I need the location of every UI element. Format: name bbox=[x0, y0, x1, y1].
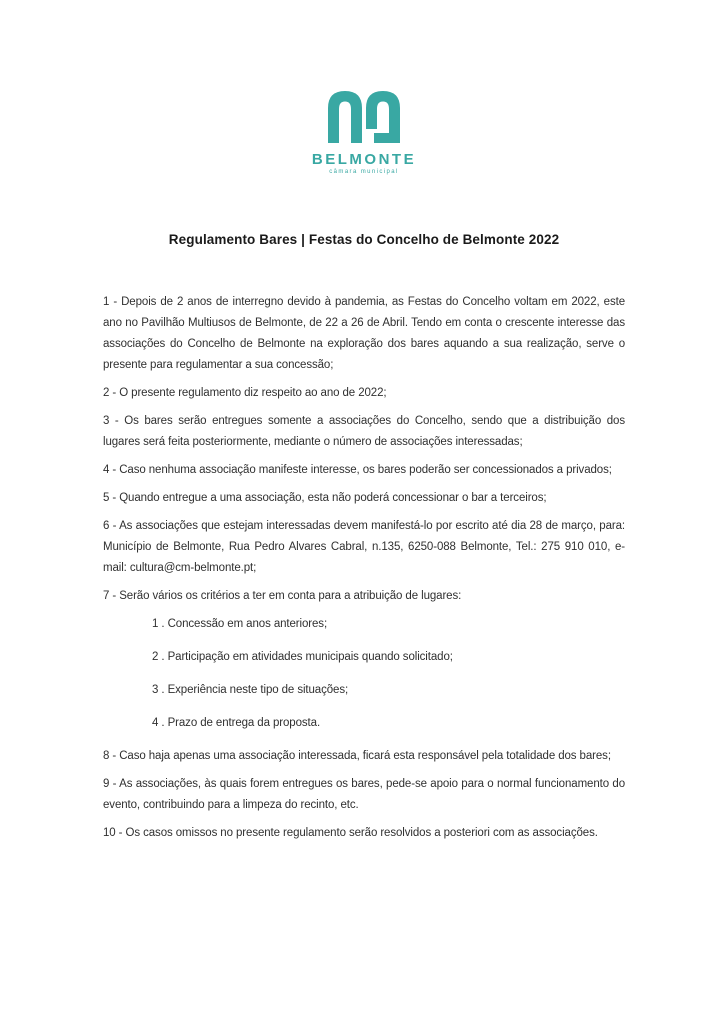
document-paragraph: 2 - O presente regulamento diz respeito ao ano de 2022; bbox=[103, 387, 387, 399]
document-body bbox=[103, 292, 625, 844]
document-paragraph: 10 - Os casos omissos no presente regulamento serão resolvidos a posteriori com as associações. bbox=[103, 827, 598, 839]
document-paragraph: 4 - Caso nenhuma associação manifeste interesse, os bares poderão ser concessionados a privados; bbox=[103, 464, 612, 476]
document-paragraph: 9 - As associações, às quais forem entregues os bares, pede-se apoio para o normal funcionamento do evento, contribuindo para a limpeza do recinto, etc. bbox=[103, 778, 625, 811]
document-paragraph: 6 - As associações que estejam interessadas devem manifestá-lo por escrito até dia 28 de março, para: Município de Belmonte, Rua Pedro Alvares Cabral, n.135, 6250-088 Belmonte, Tel.: 275 910 010, e-mail: cultura@cm-belmonte.pt; bbox=[103, 520, 625, 574]
document-paragraph: 1 - Depois de 2 anos de interregno devido à pandemia, as Festas do Concelho voltam em 2022, este ano no Pavilhão Multiusos de Belmonte, de 22 a 26 de Abril. Tendo em conta o crescente interesse das associações do Concelho de Belmonte na exploração dos bares aquando a sua realização, serve o presente para regulamentar a sua concessão; bbox=[103, 296, 625, 371]
document-paragraph: 7 - Serão vários os critérios a ter em conta para a atribuição de lugares: bbox=[103, 590, 462, 602]
criteria-item: 4 . Prazo de entrega da proposta. bbox=[152, 717, 321, 729]
criteria-item: 2 . Participação em atividades municipais quando solicitado; bbox=[152, 651, 453, 663]
document-paragraph: 8 - Caso haja apenas uma associação interessada, ficará esta responsável pela totalidade dos bares; bbox=[103, 750, 611, 762]
belmonte-logo-icon bbox=[328, 91, 400, 147]
criteria-item: 1 . Concessão em anos anteriores; bbox=[152, 618, 328, 630]
page-title: Regulamento Bares | Festas do Concelho de Belmonte 2022 bbox=[168, 232, 560, 247]
document-paragraph: 3 - Os bares serão entregues somente a associações do Concelho, sendo que a distribuição dos lugares será feita posteriormente, mediante o número de associações interessadas; bbox=[103, 415, 625, 448]
criteria-list bbox=[152, 614, 625, 734]
logo-block bbox=[0, 0, 728, 175]
criteria-item: 3 . Experiência neste tipo de situações; bbox=[152, 684, 349, 696]
document-paragraph: 5 - Quando entregue a uma associação, esta não poderá concessionar o bar a terceiros; bbox=[103, 492, 547, 504]
logo-tagline-text: câmara municipal bbox=[329, 169, 399, 175]
logo-brand-text: BELMONTE bbox=[311, 151, 417, 168]
